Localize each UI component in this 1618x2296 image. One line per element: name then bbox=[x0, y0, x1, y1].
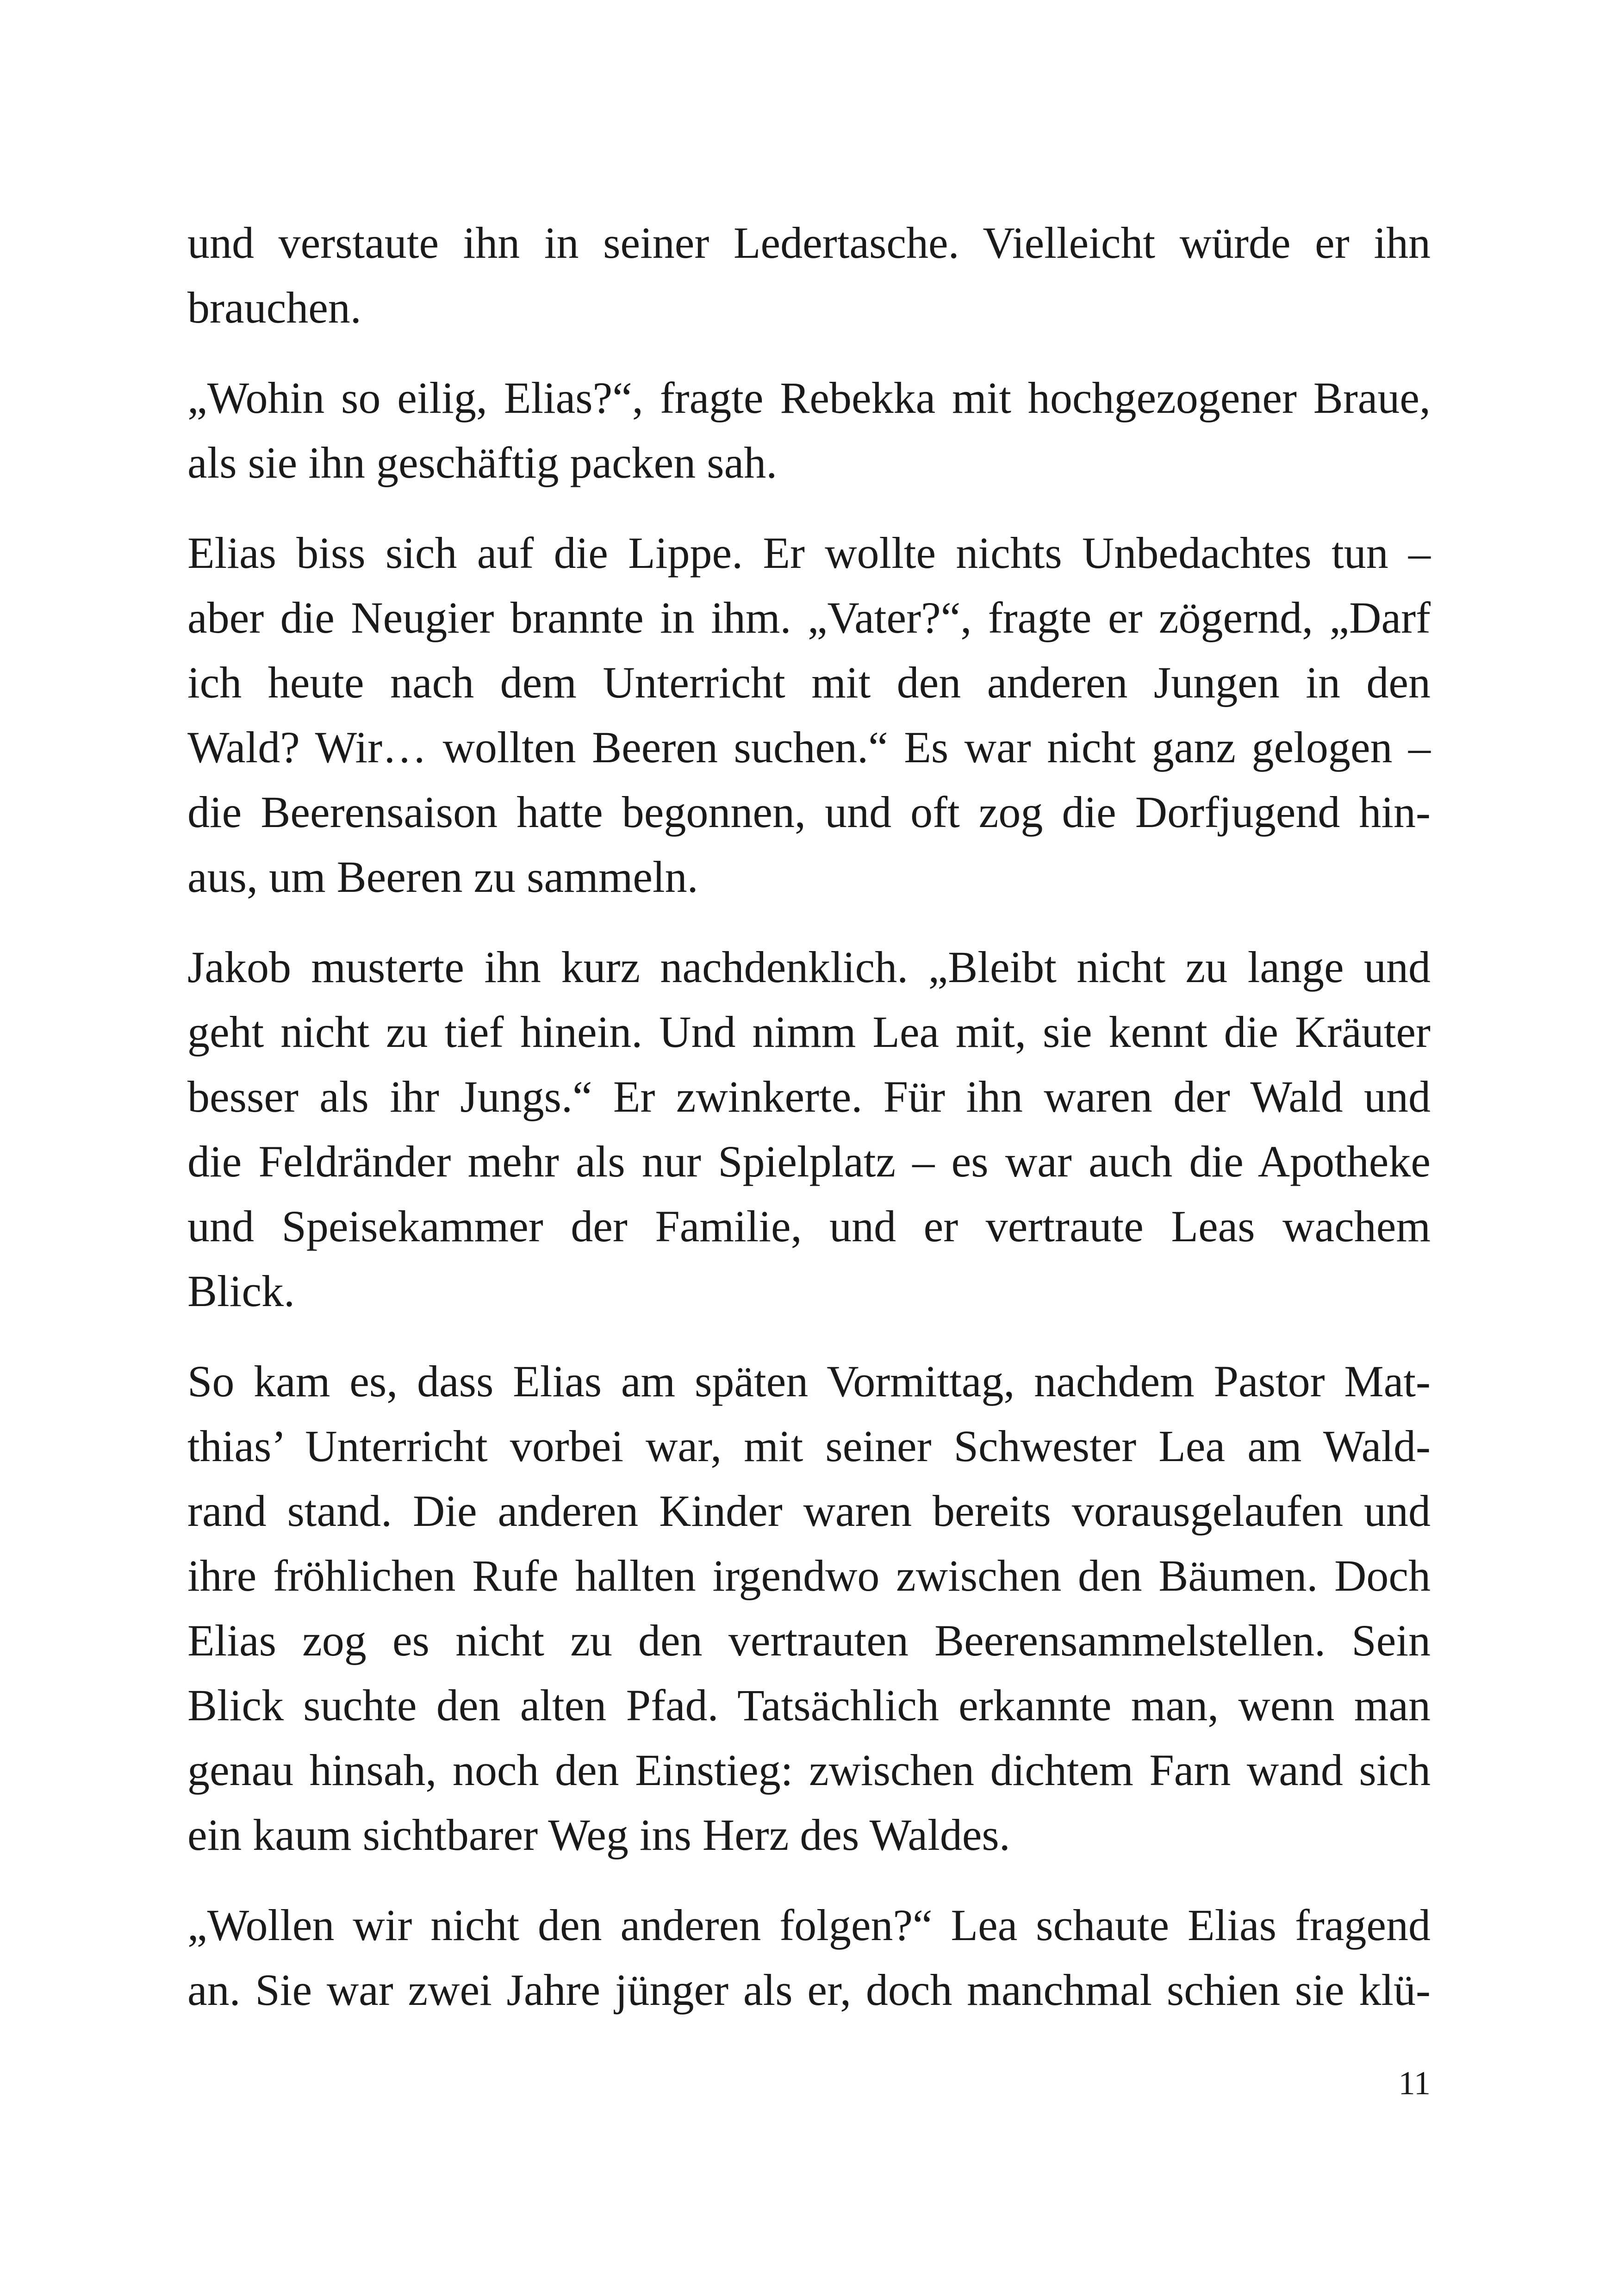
text-line: genau hinsah, noch den Einstieg: zwischen dichtem Farn wand sich bbox=[187, 1745, 1431, 1795]
text-line: Blick suchte den alten Pfad. Tatsächlich erkannte man, wenn man bbox=[187, 1680, 1431, 1730]
text-line: Jakob musterte ihn kurz nachdenklich. „Bleibt nicht zu lange und bbox=[187, 942, 1431, 992]
text-line: Wald? Wir… wollten Beeren suchen.“ Es war nicht ganz gelogen – bbox=[187, 722, 1431, 772]
text-line: Elias zog es nicht zu den vertrauten Beerensammelstellen. Sein bbox=[187, 1616, 1431, 1665]
paragraph bbox=[187, 211, 1431, 340]
text-line: aber die Neugier brannte in ihm. „Vater?“, fragte er zögernd, „Darf bbox=[187, 593, 1431, 642]
text-line: an. Sie war zwei Jahre jünger als er, doch manchmal schien sie klü- bbox=[187, 1965, 1431, 2015]
text-line: ihre fröhlichen Rufe hallten irgendwo zwischen den Bäumen. Doch bbox=[187, 1551, 1431, 1600]
text-line: die Beerensaison hatte begonnen, und oft zog die Dorfjugend hin- bbox=[187, 787, 1431, 837]
text-line: und Speisekammer der Familie, und er vertraute Leas wachem bbox=[187, 1201, 1431, 1251]
text-line: die Feldränder mehr als nur Spielplatz – es war auch die Apotheke bbox=[187, 1137, 1431, 1186]
text-line: und verstaute ihn in seiner Ledertasche. Vielleicht würde er ihn bbox=[187, 218, 1431, 268]
text-line: brauchen. bbox=[187, 283, 361, 332]
text-line: aus, um Beeren zu sammeln. bbox=[187, 852, 698, 902]
text-line: ich heute nach dem Unterricht mit den anderen Jungen in den bbox=[187, 658, 1431, 707]
paragraph bbox=[187, 521, 1431, 909]
body-text bbox=[187, 211, 1431, 2048]
text-line: Blick. bbox=[187, 1266, 295, 1316]
text-line: Elias biss sich auf die Lippe. Er wollte nichts Unbedachtes tun – bbox=[187, 528, 1431, 578]
text-line: besser als ihr Jungs.“ Er zwinkerte. Für ihn waren der Wald und bbox=[187, 1072, 1431, 1121]
text-line: geht nicht zu tief hinein. Und nimm Lea mit, sie kennt die Kräuter bbox=[187, 1007, 1431, 1057]
text-line: „Wohin so eilig, Elias?“, fragte Rebekka mit hochgezogener Braue, bbox=[187, 373, 1431, 423]
page-number: 11 bbox=[1398, 2065, 1431, 2102]
text-line: thias’ Unterricht vorbei war, mit seiner Schwester Lea am Wald- bbox=[187, 1421, 1431, 1471]
paragraph bbox=[187, 1349, 1431, 1867]
text-line: ein kaum sichtbarer Weg ins Herz des Waldes. bbox=[187, 1810, 1010, 1860]
paragraph bbox=[187, 1893, 1431, 2022]
text-line: „Wollen wir nicht den anderen folgen?“ Lea schaute Elias fragend bbox=[187, 1900, 1431, 1950]
text-line: So kam es, dass Elias am späten Vormittag, nachdem Pastor Mat- bbox=[187, 1356, 1431, 1406]
paragraph bbox=[187, 935, 1431, 1324]
text-line: als sie ihn geschäftig packen sah. bbox=[187, 438, 778, 487]
paragraph bbox=[187, 366, 1431, 495]
text-line: rand stand. Die anderen Kinder waren bereits vorausgelaufen und bbox=[187, 1486, 1431, 1536]
